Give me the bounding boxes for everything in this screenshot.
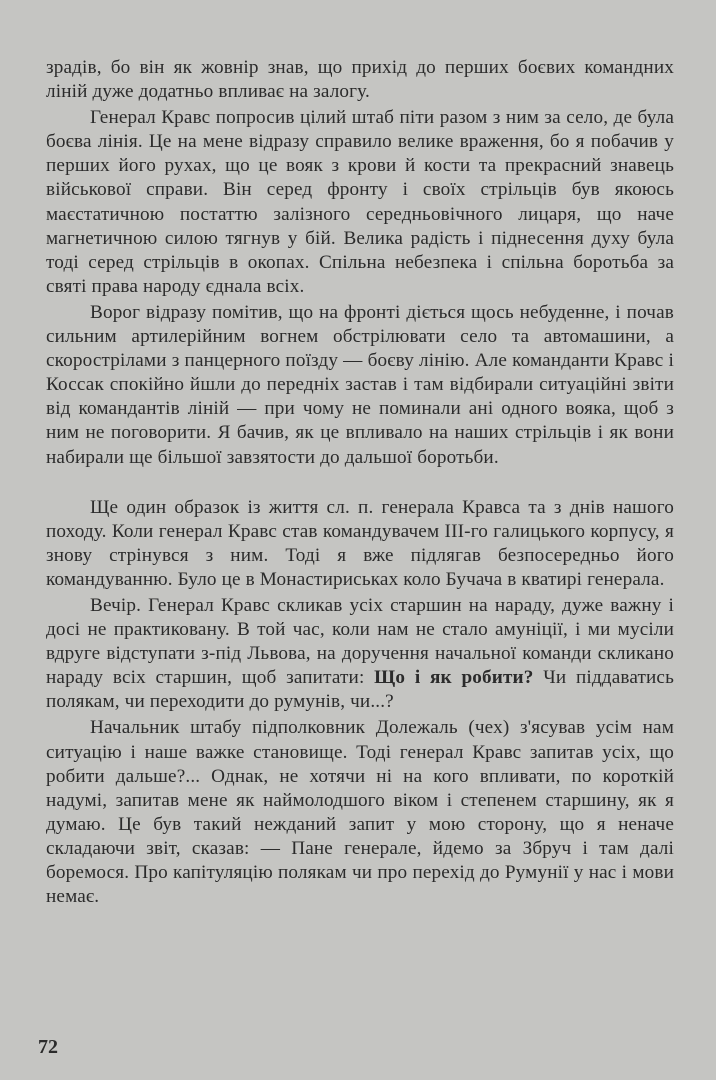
page-number: 72 xyxy=(38,1036,58,1058)
paragraph-enemy-noticed: Ворог відразу помітив, що на фронті діється щось небуденне, і почав сильним артилерійним вогнем обстрілювати село та автомашини, а скорострілами з панцерного поїзду — боєву лінію. Але команданти Кравс і Коссак спокійно йшли до передніх застав і там відбирали ситуаційні звіти від командантів ліній — при чому не поминали ані одного вояка, щоб з ним не поговорити. Я бачив, як це впливало на наших стрільців і як вони набирали ще більшої завзятости до дальшої боротьби. xyxy=(46,301,674,468)
council-question-emphasis: Що і як робити? xyxy=(374,667,534,689)
section-break xyxy=(46,470,674,496)
paragraph-general-kravs-staff: Генерал Кравс попросив цілий штаб піти разом з ним за село, де була боєва лінія. Це на мене відразу справило велике враження, бо я побачив у перших його рухах, що це вояк з крови й кости та прекрасний знавець військової справи. Він серед фронту і своїх стрільців був якоюсь маєстатичною постаттю залізного середньовічного лицаря, що наче магнетичною силою тягнув у бій. Велика радість і піднесення духу була тоді серед стрільців в окопах. Спільна небезпека і спільна боротьба за святі права народу єднала всіх. xyxy=(46,107,674,297)
council-text-after: Чи піддаватись полякам, чи переходити до румунів, чи...? xyxy=(46,667,675,713)
paragraph-evening-council xyxy=(46,594,674,714)
book-page-text xyxy=(46,56,674,909)
paragraph-another-episode: Ще один образок із життя сл. п. генерала Кравса та з днів нашого походу. Коли генерал Кравс став командувачем III-го галицького корпусу, я знову стрінувся з ним. Тоді я вже підлягав безпосередньо його командуванню. Було це в Монастириськах коло Бучача в кватирі генерала. xyxy=(46,496,674,590)
council-text-before: Вечір. Генерал Кравс скликав усіх старшин на нараду, дуже важну і досі не практиковану. В той час, коли нам не стало амуніції, і ми мусіли вдруге відступати з-під Львова, на доручення начальної команди скликано нараду всіх старшин, щоб запитати: xyxy=(46,594,674,689)
paragraph-chief-of-staff: Начальник штабу підполковник Долежаль (чех) з'ясував усім нам ситуацію і наше важке становище. Тоді генерал Кравс запитав усіх, що робити дальше?... Однак, не хотячи ні на кого впливати, по короткій надумі, запитав мене як наймолодшого віком і степенем старшину, як я думаю. Це був такий нежданий запит у мою сторону, що я неначе складаючи звіт, сказав: — Пане генерале, йдемо за Збруч і там далі боремося. Про капітуляцію полякам чи про перехід до Румунії у нас і мови немає. xyxy=(46,717,674,908)
paragraph-continuation: зрадів, бо він як жовнір знав, що прихід до перших боєвих командних ліній дуже додатньо впливає на залогу. xyxy=(46,57,674,103)
